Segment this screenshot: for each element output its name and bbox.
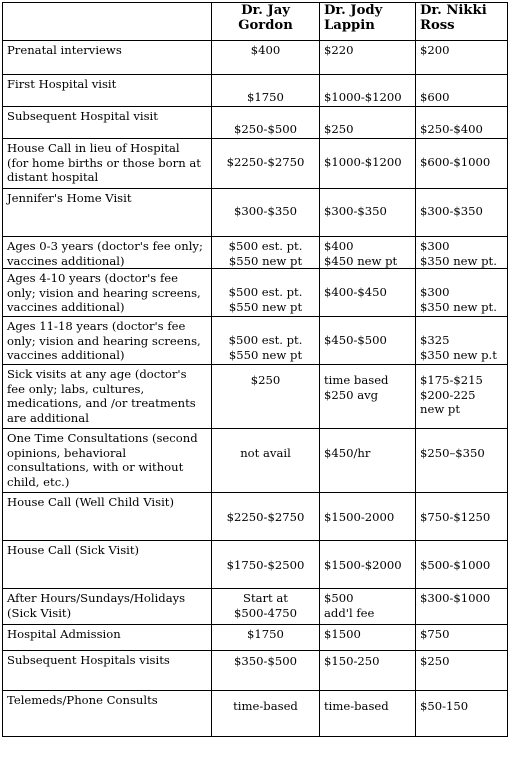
header-row — [3, 3, 508, 41]
lappin-fee-cell: time-based — [320, 691, 416, 737]
table-row — [3, 317, 508, 365]
table-row — [3, 365, 508, 429]
table-row — [3, 429, 508, 493]
header-ross: Dr. Nikki Ross — [416, 3, 508, 41]
service-cell: Jennifer's Home Visit — [3, 189, 212, 237]
ross-fee-cell: $50-150 — [416, 691, 508, 737]
lappin-fee-cell: $1500-2000 — [320, 493, 416, 541]
service-cell: Prenatal interviews — [3, 41, 212, 75]
lappin-fee-cell: $450/hr — [320, 429, 416, 493]
gordon-fee-cell: Start at $500-4750 — [212, 589, 320, 625]
ross-fee-cell: $300 $350 new pt. — [416, 269, 508, 317]
service-cell: After Hours/Sundays/Holidays (Sick Visit) — [3, 589, 212, 625]
service-cell: One Time Consultations (second opinions, behavioral consultations, with or without child, etc.) — [3, 429, 212, 493]
table-row — [3, 75, 508, 107]
gordon-fee-cell: $2250-$2750 — [212, 139, 320, 189]
ross-fee-cell: $175-$215 $200-225 new pt — [416, 365, 508, 429]
table-row — [3, 41, 508, 75]
gordon-fee-cell: $1750 — [212, 75, 320, 107]
header-lappin: Dr. Jody Lappin — [320, 3, 416, 41]
service-cell: Ages 4-10 years (doctor's fee only; vision and hearing screens, vaccines additional) — [3, 269, 212, 317]
table-row — [3, 189, 508, 237]
gordon-fee-cell: $500 est. pt. $550 new pt — [212, 237, 320, 269]
lappin-fee-cell: $450-$500 — [320, 317, 416, 365]
gordon-fee-cell: $500 est. pt. $550 new pt — [212, 269, 320, 317]
service-cell: Ages 11-18 years (doctor's fee only; vision and hearing screens, vaccines additional) — [3, 317, 212, 365]
table-row — [3, 625, 508, 651]
lappin-fee-cell: $1500-$2000 — [320, 541, 416, 589]
service-cell: Telemeds/Phone Consults — [3, 691, 212, 737]
service-cell: House Call (Well Child Visit) — [3, 493, 212, 541]
table-row — [3, 493, 508, 541]
table-row — [3, 541, 508, 589]
service-cell: First Hospital visit — [3, 75, 212, 107]
lappin-fee-cell: $1000-$1200 — [320, 139, 416, 189]
ross-fee-cell: $750 — [416, 625, 508, 651]
lappin-fee-cell: time based $250 avg — [320, 365, 416, 429]
ross-fee-cell: $250 — [416, 651, 508, 691]
lappin-fee-cell: $1500 — [320, 625, 416, 651]
ross-fee-cell: $750-$1250 — [416, 493, 508, 541]
lappin-fee-cell: $1000-$1200 — [320, 75, 416, 107]
lappin-fee-cell: $220 — [320, 41, 416, 75]
header-empty — [3, 3, 212, 41]
ross-fee-cell: $325 $350 new p.t — [416, 317, 508, 365]
ross-fee-cell: $600-$1000 — [416, 139, 508, 189]
gordon-fee-cell: $2250-$2750 — [212, 493, 320, 541]
table-row — [3, 107, 508, 139]
gordon-fee-cell: $250-$500 — [212, 107, 320, 139]
table-row — [3, 139, 508, 189]
gordon-fee-cell: $1750-$2500 — [212, 541, 320, 589]
gordon-fee-cell: $500 est. pt. $550 new pt — [212, 317, 320, 365]
service-cell: House Call (Sick Visit) — [3, 541, 212, 589]
lappin-fee-cell: $400-$450 — [320, 269, 416, 317]
ross-fee-cell: $300-$350 — [416, 189, 508, 237]
ross-fee-cell: $500-$1000 — [416, 541, 508, 589]
service-cell: Subsequent Hospitals visits — [3, 651, 212, 691]
table-row — [3, 651, 508, 691]
gordon-fee-cell: time-based — [212, 691, 320, 737]
table-row — [3, 589, 508, 625]
ross-fee-cell: $300 $350 new pt. — [416, 237, 508, 269]
service-cell: House Call in lieu of Hospital (for home births or those born at distant hospital — [3, 139, 212, 189]
gordon-fee-cell: $400 — [212, 41, 320, 75]
gordon-fee-cell: not avail — [212, 429, 320, 493]
service-cell: Subsequent Hospital visit — [3, 107, 212, 139]
lappin-fee-cell: $500 add'l fee — [320, 589, 416, 625]
ross-fee-cell: $250-$400 — [416, 107, 508, 139]
header-gordon: Dr. Jay Gordon — [212, 3, 320, 41]
service-cell: Hospital Admission — [3, 625, 212, 651]
table-row — [3, 691, 508, 737]
gordon-fee-cell: $300-$350 — [212, 189, 320, 237]
gordon-fee-cell: $350-$500 — [212, 651, 320, 691]
gordon-fee-cell: $1750 — [212, 625, 320, 651]
ross-fee-cell: $250–$350 — [416, 429, 508, 493]
ross-fee-cell: $200 — [416, 41, 508, 75]
ross-fee-cell: $300-$1000 — [416, 589, 508, 625]
lappin-fee-cell: $400 $450 new pt — [320, 237, 416, 269]
lappin-fee-cell: $250 — [320, 107, 416, 139]
lappin-fee-cell: $300-$350 — [320, 189, 416, 237]
ross-fee-cell: $600 — [416, 75, 508, 107]
service-cell: Ages 0-3 years (doctor's fee only; vaccines additional) — [3, 237, 212, 269]
gordon-fee-cell: $250 — [212, 365, 320, 429]
fee-comparison-table — [2, 2, 508, 737]
table-row — [3, 237, 508, 269]
lappin-fee-cell: $150-250 — [320, 651, 416, 691]
service-cell: Sick visits at any age (doctor's fee only; labs, cultures, medications, and /or treatments are additional — [3, 365, 212, 429]
table-row — [3, 269, 508, 317]
